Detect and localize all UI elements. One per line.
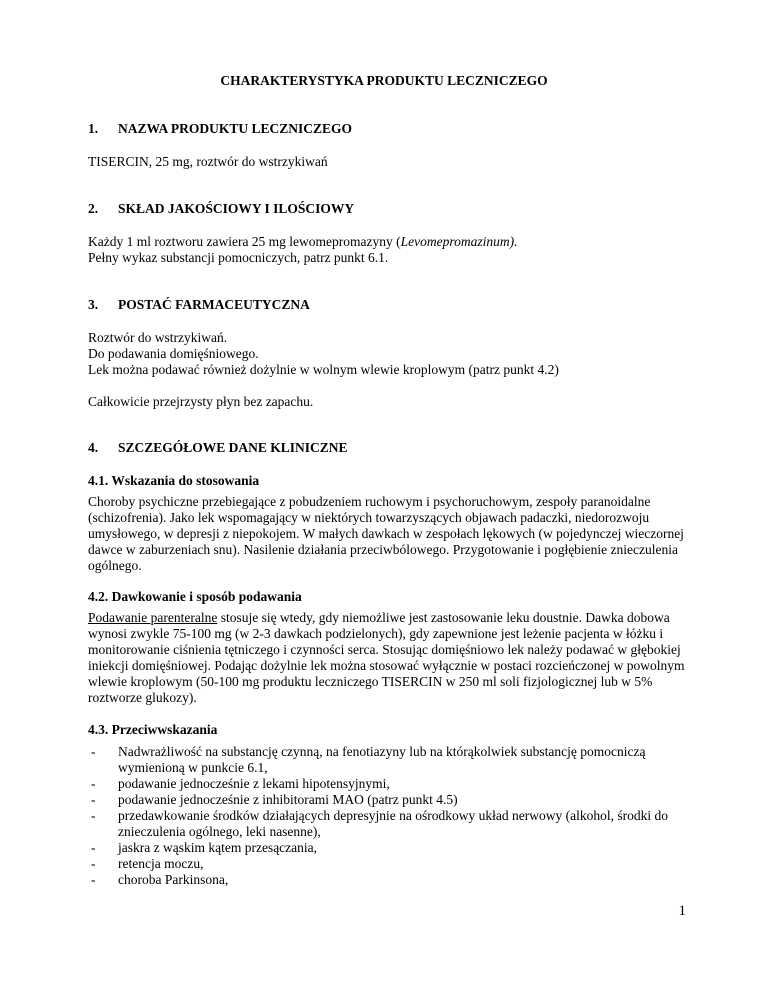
- section-2-number: 2.: [88, 201, 99, 216]
- list-dash: -: [91, 744, 96, 759]
- contraindications-list: [88, 744, 688, 888]
- section-4-heading: [88, 440, 688, 456]
- section-4-2-heading: 4.2. Dawkowanie i sposób podawania: [88, 589, 302, 604]
- page-number: 1: [678, 903, 686, 919]
- composition-latin-name: Levomepromazinum).: [400, 234, 518, 249]
- list-dash: -: [91, 808, 96, 823]
- list-item-text: Nadwrażliwość na substancję czynną, na fenotiazyny lub na którąkolwiek substancję pomocniczą wymienioną w punkcie 6.1,: [118, 744, 646, 775]
- list-item: [88, 792, 688, 808]
- section-3: [88, 297, 688, 410]
- list-item-text: jaskra z wąskim kątem przesączania,: [118, 840, 318, 855]
- section-1-number: 1.: [88, 121, 99, 136]
- section-1-title: NAZWA PRODUKTU LECZNICZEGO: [118, 121, 353, 136]
- section-4: [88, 440, 688, 888]
- list-item: [88, 840, 688, 856]
- section-2-heading: [88, 201, 688, 217]
- section-4-number: 4.: [88, 440, 99, 455]
- section-3-number: 3.: [88, 297, 99, 312]
- section-3-title: POSTAĆ FARMACEUTYCZNA: [118, 297, 310, 312]
- section-2: [88, 201, 688, 266]
- list-item-text: podawanie jednocześnie z lekami hipotensyjnymi,: [118, 776, 390, 791]
- section-1-heading: [88, 121, 688, 137]
- indications-text: Choroby psychiczne przebiegające z pobudzeniem ruchowym i psychoruchowym, zespoły paranoidalne (schizofrenia). Jako lek wspomagający w niektórych towarzyszących objawach padaczki, niedorozwoju umysłowego, w depresji z niepokojem. W małych dawkach w zespołach lękowych (w pojedynczej wieczornej dawce w zaburzeniach snu). Nasilenie działania przeciwbólowego. Przygotowanie i pogłębienie znieczulenia ogólnego.: [88, 494, 684, 573]
- form-line-4: Całkowicie przejrzysty płyn bez zapachu.: [88, 394, 314, 409]
- list-item: [88, 872, 688, 888]
- composition-line-1: [88, 234, 688, 250]
- list-item: [88, 744, 688, 776]
- document-title: CHARAKTERYSTYKA PRODUKTU LECZNICZEGO: [220, 73, 548, 88]
- list-item-text: retencja moczu,: [118, 856, 204, 871]
- list-item-text: choroba Parkinsona,: [118, 872, 229, 887]
- composition-text: Każdy 1 ml roztworu zawiera 25 mg lewomepromazyny (: [88, 234, 401, 249]
- dosage-body: stosuje się wtedy, gdy niemożliwe jest zastosowanie leku doustnie. Dawka dobowa wynosi zwykle 75-100 mg (w 2-3 dawkach podzielonych), gdy zapewnione jest leżenie pacjenta w łóżku i monitorowanie ciśnienia tętniczego i czynności serca. Stosując domięśniowo lek należy podawać w głębokiej iniekcji domięśniowej. Podając dożylnie lek można stosować wyłącznie w postaci rozcieńczonej w powolnym wlewie kroplowym (50-100 mg produktu leczniczego TISERCIN w 250 ml soli fizjologicznej lub w 5% roztworze glukozy).: [88, 610, 685, 705]
- form-line-3: Lek można podawać również dożylnie w wolnym wlewie kroplowym (patrz punkt 4.2): [88, 362, 559, 377]
- section-3-heading: [88, 297, 688, 313]
- list-item-text: przedawkowanie środków działających depresyjnie na ośrodkowy układ nerwowy (alkohol, środki do znieczulenia ogólnego, leki nasenne),: [118, 808, 668, 839]
- list-dash: -: [91, 792, 96, 807]
- section-2-title: SKŁAD JAKOŚCIOWY I ILOŚCIOWY: [118, 201, 355, 216]
- list-dash: -: [91, 840, 96, 855]
- section-4-3-heading: 4.3. Przeciwwskazania: [88, 722, 218, 737]
- dosage-text: [88, 610, 688, 706]
- section-1: [88, 121, 688, 170]
- form-line-2: Do podawania domięśniowego.: [88, 346, 259, 361]
- list-dash: -: [91, 776, 96, 791]
- product-name-text: TISERCIN, 25 mg, roztwór do wstrzykiwań: [88, 154, 328, 169]
- list-dash: -: [91, 856, 96, 871]
- section-4-1-heading: 4.1. Wskazania do stosowania: [88, 473, 260, 488]
- parenteral-term: Podawanie parenteralne: [88, 610, 218, 625]
- list-item: [88, 856, 688, 872]
- list-item: [88, 776, 688, 792]
- section-4-title: SZCZEGÓŁOWE DANE KLINICZNE: [118, 440, 348, 455]
- list-item: [88, 808, 688, 840]
- composition-line-2: Pełny wykaz substancji pomocniczych, patrz punkt 6.1.: [88, 250, 389, 265]
- list-dash: -: [91, 872, 96, 887]
- form-line-1: Roztwór do wstrzykiwań.: [88, 330, 228, 345]
- list-item-text: podawanie jednocześnie z inhibitorami MAO (patrz punkt 4.5): [118, 792, 458, 807]
